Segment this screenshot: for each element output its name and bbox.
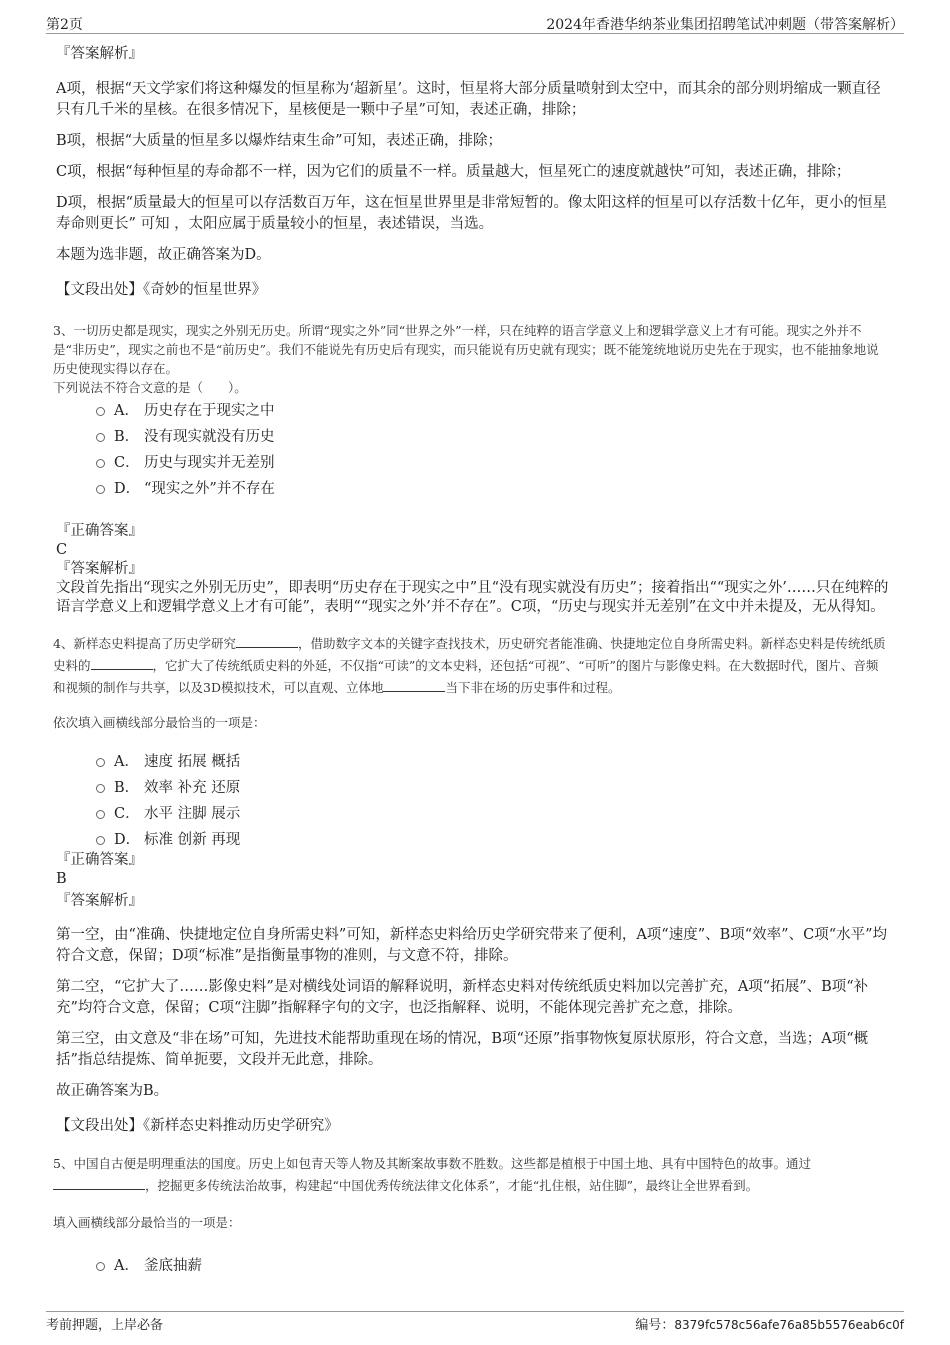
- q4-option-b[interactable]: [96, 773, 890, 799]
- q4-question: 依次填入画横线部分最恰当的一项是：: [53, 715, 266, 730]
- q4-analysis-p2: 第二空，“它扩大了……影像史料”是对横线处词语的解释说明，新样态史料对传统纸质史料加以完善扩充，A项“拓展”、B项“补充”均符合文意，保留；C项“注脚”指解释字句的文字，也泛指解释、说明，不能体现完善扩充之意，排除。: [56, 979, 869, 1016]
- radio-button[interactable]: [96, 810, 105, 819]
- option-text: 没有现实就没有历史: [144, 428, 275, 445]
- option-label: B．: [114, 428, 140, 445]
- page-number: 第2页: [46, 17, 83, 33]
- fill-blank: [91, 657, 153, 670]
- option-label: A．: [114, 753, 139, 770]
- q2-conclusion: 本题为选非题，故正确答案为D。: [56, 247, 271, 263]
- page-content: [53, 44, 890, 1277]
- option-label: C．: [114, 805, 140, 822]
- option-label: A．: [114, 1257, 139, 1274]
- q4-option-d[interactable]: [96, 825, 890, 851]
- q4-analysis-p1: 第一空，由“准确、快捷地定位自身所需史料”可知，新样态史料给历史学研究带来了便利，A项“速度”、B项“效率”、C项“水平”均符合文意，保留；D项“标准”是指衡量事物的准则，与文意不符，排除。: [56, 927, 888, 964]
- option-text: 效率 补充 还原: [144, 779, 241, 796]
- q4-stem-part-1: 4、新样态史料提高了历史学研究: [53, 636, 236, 651]
- q4-conclusion: 故正确答案为B。: [56, 1083, 169, 1099]
- footer-divider: [46, 1311, 904, 1312]
- q3-option-b[interactable]: [96, 422, 890, 448]
- option-label: C．: [114, 454, 140, 471]
- radio-button[interactable]: [96, 1262, 105, 1271]
- q2-analysis-d: D项，根据“质量最大的恒星可以存活数百万年，这在恒星世界里是非常短暂的。像太阳这样的恒星可以存活数十亿年，更小的恒星寿命则更长” 可知 ，太阳应属于质量较小的恒星，表述错误，当选。: [56, 195, 888, 232]
- q4-answer-title: 『正确答案』: [56, 852, 143, 868]
- q3-option-c[interactable]: [96, 448, 890, 474]
- q3-answer-title: 『正确答案』: [56, 523, 143, 539]
- option-text: 历史存在于现实之中: [144, 402, 275, 419]
- q4-analysis-p3: 第三空，由文意及“非在场”可知，先进技术能帮助重现在场的情况，B项“还原”指事物恢复原状原形，符合文意，当选；A项“概括”指总结提炼、简单扼要，文段并无此意，排除。: [56, 1031, 869, 1068]
- option-label: B．: [114, 779, 140, 796]
- footer-slogan: 考前押题，上岸必备: [46, 1318, 164, 1333]
- q2-analysis-b: B项，根据“大质量的恒星多以爆炸结束生命”可知，表述正确，排除；: [56, 133, 502, 149]
- q5-stem: [53, 1153, 890, 1197]
- q3-option-d[interactable]: [96, 474, 890, 500]
- radio-button[interactable]: [96, 836, 105, 845]
- fill-blank: [53, 1177, 145, 1190]
- q4-stem: [53, 633, 890, 699]
- option-text: 釜底抽薪: [144, 1257, 202, 1274]
- q4-option-c[interactable]: [96, 799, 890, 825]
- q3-question: 下列说法不符合文意的是（ ）。: [53, 380, 247, 395]
- q5-stem-part-1: 5、中国自古便是明理重法的国度。历史上如包青天等人物及其断案故事数不胜数。这些都是植根于中国土地、具有中国特色的故事。通过: [53, 1156, 811, 1171]
- option-label: A．: [114, 402, 139, 419]
- radio-button[interactable]: [96, 407, 105, 416]
- fill-blank: [383, 679, 445, 692]
- q5-stem-part-2: ，挖掘更多传统法治故事，构建起“中国优秀传统法律文化体系”，才能“扎住根，站住脚”，最终让全世界看到。: [145, 1178, 759, 1193]
- q5-option-a[interactable]: [96, 1251, 890, 1277]
- option-text: 速度 拓展 概括: [144, 753, 241, 770]
- q2-analysis-c: C项，根据“每种恒星的寿命都不一样，因为它们的质量不一样。质量越大，恒星死亡的速度就越快”可知，表述正确，排除；: [56, 164, 851, 180]
- q4-stem-part-2: ，借助数字文本的关键字查找技术，历史研究者能准确、快捷地定位自身所需史料。新样态史料是传统纸质史料的: [53, 636, 886, 673]
- q4-source: 【文段出处】《新样态史料推动历史学研究》: [56, 1118, 339, 1134]
- radio-button[interactable]: [96, 433, 105, 442]
- fill-blank: [236, 635, 298, 648]
- q3-stem: 3、一切历史都是现实，现实之外别无历史。所谓“现实之外”同“世界之外”一样，只在纯粹的语言学意义上和逻辑学意义上才有可能。现实之外并不是“非历史”，现实之前也不是“前历史”。我们不能说先有历史后有现实，而只能说有历史就有现实；既不能笼统地说历史先在于现实，也不能抽象地说历史使现实得以存在。: [53, 323, 879, 376]
- q4-answer: B: [56, 871, 67, 887]
- q3-option-a[interactable]: [96, 396, 890, 422]
- q5-question: 填入画横线部分最恰当的一项是：: [53, 1215, 241, 1230]
- option-label: D．: [114, 831, 141, 848]
- option-text: 标准 创新 再现: [144, 831, 241, 848]
- option-text: 水平 注脚 展示: [144, 805, 241, 822]
- document-title: 2024年香港华纳茶业集团招聘笔试冲刺题（带答案解析）: [546, 17, 904, 33]
- header-divider: [46, 33, 904, 34]
- q2-analysis-title: 『答案解析』: [56, 46, 143, 62]
- q2-analysis-a: A项，根据“天文学家们将这种爆发的恒星称为‘超新星’。这时，恒星将大部分质量喷射到太空中，而其余的部分则坍缩成一颗直径只有几千米的星核。在很多情况下，星核便是一颗中子星”可知，表述正确，排除；: [56, 81, 881, 118]
- radio-button[interactable]: [96, 784, 105, 793]
- option-label: D．: [114, 480, 141, 497]
- radio-button[interactable]: [96, 485, 105, 494]
- q4-options: [96, 747, 890, 851]
- q4-analysis-title: 『答案解析』: [56, 893, 143, 909]
- q2-source: 【文段出处】《奇妙的恒星世界》: [56, 282, 267, 298]
- q5-options: [96, 1251, 890, 1277]
- q3-options: [96, 396, 890, 500]
- q4-stem-part-4: 当下非在场的历史事件和过程。: [445, 680, 621, 695]
- q3-answer: C: [56, 542, 68, 558]
- radio-button[interactable]: [96, 459, 105, 468]
- q4-option-a[interactable]: [96, 747, 890, 773]
- option-text: 历史与现实并无差别: [144, 454, 275, 471]
- q3-analysis: 文段首先指出“现实之外别无历史”，即表明“历史存在于现实之中”且“没有现实就没有历史”；接着指出““现实之外’……只在纯粹的语言学意义上和逻辑学意义上才有可能”，表明““现实之外’并不存在”。C项，“历史与现实并无差别”在文中并未提及，无从得知。: [56, 580, 889, 615]
- code-label: 编号：: [635, 1318, 675, 1333]
- document-code: [635, 1314, 904, 1333]
- q3-analysis-title: 『答案解析』: [56, 561, 143, 577]
- option-text: “现实之外”并不存在: [144, 480, 275, 497]
- radio-button[interactable]: [96, 758, 105, 767]
- q4-stem-part-3: ，它扩大了传统纸质史料的外延，不仅指“可读”的文本史料，还包括“可视”、“可听”的图片与影像史料。在大数据时代，图片、音频和视频的制作与共享，以及3D模拟技术，可以直观、立体地: [53, 658, 879, 695]
- code-value: 8379fc578c56afe76a85b5576eab6c0f: [674, 1318, 904, 1332]
